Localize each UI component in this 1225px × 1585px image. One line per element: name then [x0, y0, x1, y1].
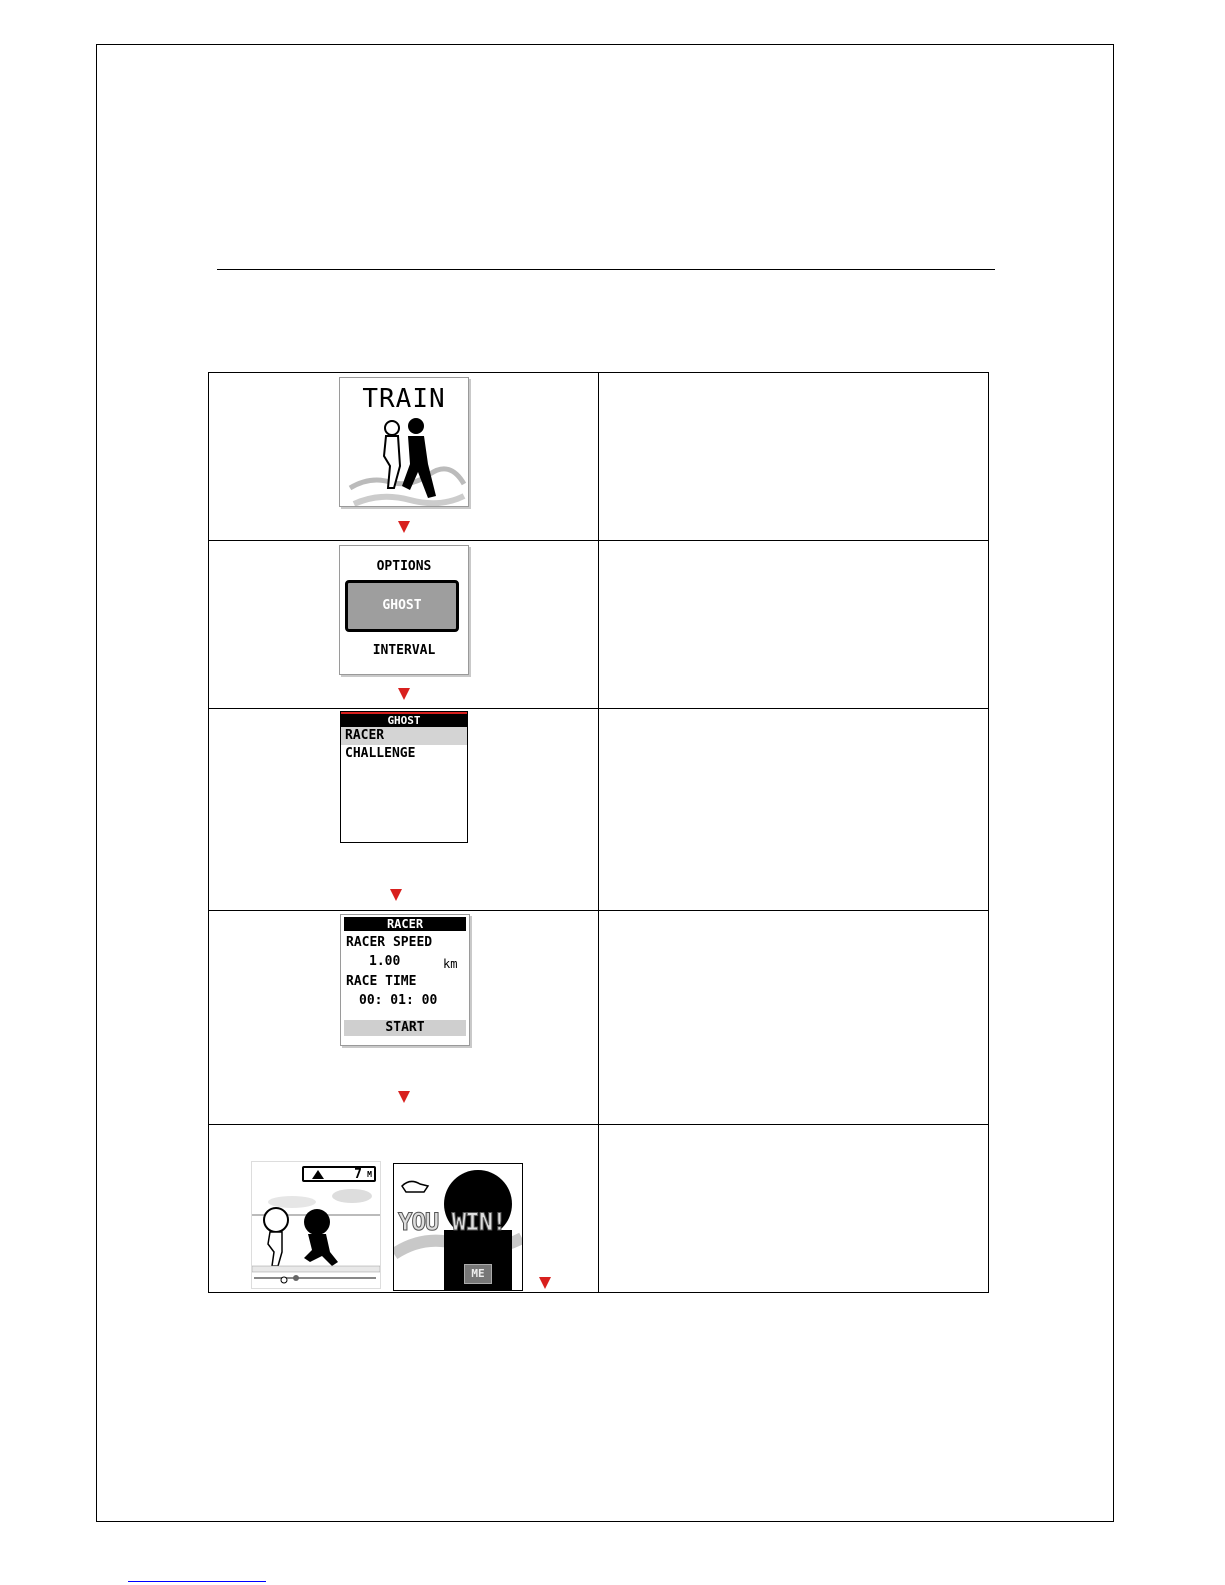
ghost-header: GHOST: [341, 714, 467, 727]
racer-header: RACER: [344, 917, 466, 931]
racer-setup-screen: [340, 914, 470, 1046]
win-screen: [393, 1163, 523, 1291]
start-button[interactable]: START: [344, 1020, 466, 1036]
runners-illustration: [340, 416, 468, 506]
ghost-menu-screen: [340, 711, 468, 843]
step-3-description-cell: [599, 709, 989, 911]
step-arrow-icon: [390, 889, 402, 901]
list-item-challenge[interactable]: CHALLENGE: [345, 746, 416, 761]
racer-speed-label: RACER SPEED: [346, 935, 433, 950]
footer-link-underline: [128, 1581, 266, 1582]
step-3-screen-cell: [209, 709, 599, 911]
step-arrow-icon: [539, 1277, 551, 1289]
racer-speed-value[interactable]: 1.00: [369, 954, 401, 969]
train-title: TRAIN: [362, 384, 446, 414]
step-1-description-cell: [599, 373, 989, 541]
distance-unit: M: [367, 1170, 372, 1179]
list-item-racer[interactable]: RACER: [341, 727, 467, 745]
race-time-value[interactable]: 00: 01: 00: [359, 993, 438, 1008]
lead-indicator-icon: [312, 1170, 324, 1179]
step-2-screen-cell: [209, 541, 599, 709]
distance-display: [302, 1166, 376, 1182]
step-2-description-cell: [599, 541, 989, 709]
step-5-screen-cell: [209, 1125, 599, 1293]
step-arrow-icon: [398, 1091, 410, 1103]
step-5-description-cell: [599, 1125, 989, 1293]
menu-item-ghost: GHOST: [382, 598, 422, 613]
step-arrow-icon: [398, 521, 410, 533]
win-text: YOU WIN!: [398, 1208, 506, 1236]
menu-item-selected[interactable]: [345, 580, 459, 632]
step-arrow-icon: [398, 688, 410, 700]
train-screen: [339, 377, 469, 507]
speed-unit: km: [443, 957, 458, 971]
menu-item-interval[interactable]: INTERVAL: [372, 643, 436, 658]
step-4-screen-cell: [209, 911, 599, 1125]
menu-item-options[interactable]: OPTIONS: [376, 559, 432, 574]
header-rule: [217, 269, 995, 270]
race-time-label: RACE TIME: [346, 974, 417, 989]
step-1-screen-cell: [209, 373, 599, 541]
race-screen: [251, 1161, 381, 1289]
options-screen: [339, 545, 469, 675]
me-badge: ME: [464, 1264, 492, 1284]
distance-value: 7: [354, 1167, 362, 1182]
flow-table: [208, 372, 989, 1293]
step-4-description-cell: [599, 911, 989, 1125]
